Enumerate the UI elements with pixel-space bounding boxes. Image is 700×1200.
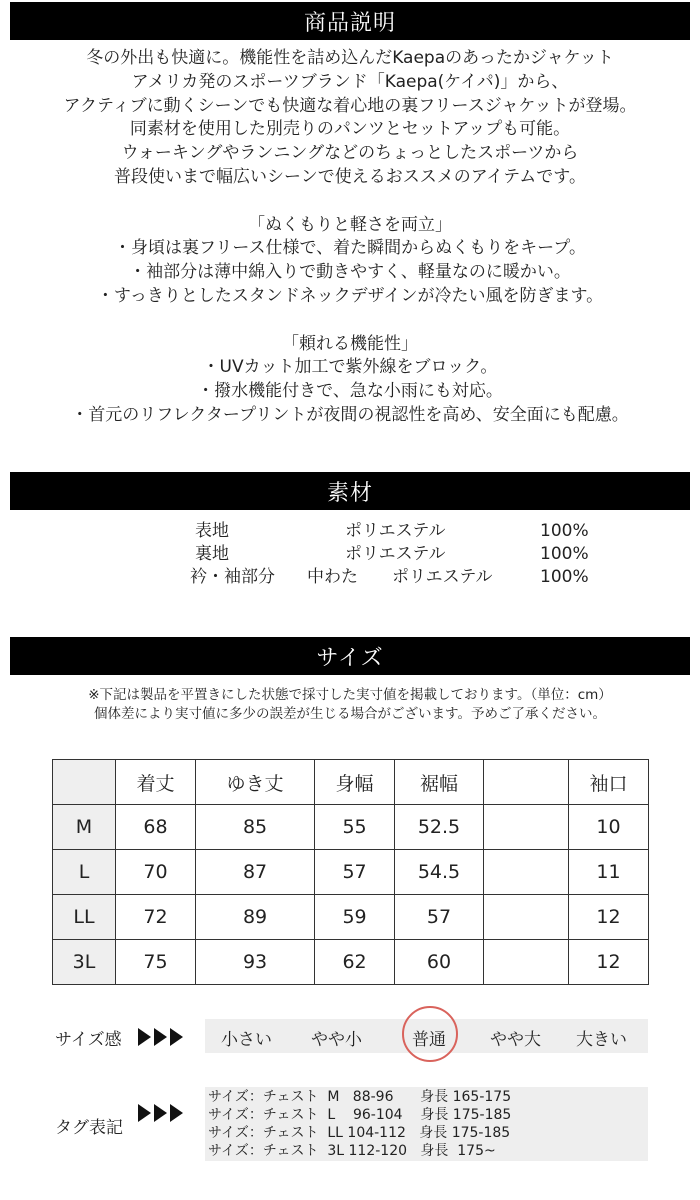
material-fabric: ポリエステル [345,521,446,541]
column-header: 身幅 [315,760,395,805]
description-line: 「頼れる機能性」 [282,333,418,354]
material-fill: 中わた [307,567,358,587]
description-line: 同素材を使用した別売りのパンツとセットアップも可能。 [129,119,571,140]
table-cell: 57 [395,895,484,940]
table-cell [483,805,568,850]
table-cell: 59 [315,895,395,940]
tag-line: サイズ：チェスト L 96-104 身長 175-185 [208,1107,512,1123]
column-header [483,760,568,805]
tag-label: タグ表記 [55,1118,123,1138]
table-cell: 54.5 [395,850,484,895]
description-line: ・身頃は裏フリース仕様で、着た瞬間からぬくもりをキープ。 [114,238,586,259]
size-label: L [53,850,116,895]
table-cell: 60 [395,940,484,985]
table-cell: 70 [116,850,196,895]
description-line [0,190,700,214]
size-note: ※下記は製品を平置きにした状態で採寸した実寸値を掲載しております。（単位：cm） [88,687,612,703]
fit-option: 小さい [221,1030,272,1050]
description-line: ・首元のリフレクタープリントが夜間の視認性を高め、安全面にも配慮。 [71,404,629,425]
size-header: サイズ [10,637,690,675]
material-part: 衿・袖部分 [190,567,275,587]
column-header: 裾幅 [395,760,484,805]
description-line: ウォーキングやランニングなどのちょっとしたスポーツから [121,143,579,164]
table-cell: 10 [568,805,648,850]
table-cell: 89 [196,895,315,940]
column-header: ゆき丈 [196,760,315,805]
column-header: 着丈 [116,760,196,805]
table-row [53,805,649,850]
material-part: 表地 [195,521,229,541]
material-part: 裏地 [195,544,229,564]
material-percent: 100% [540,567,589,587]
table-cell: 12 [568,940,648,985]
fit-option: 大きい [576,1030,627,1050]
size-note: 個体差により実寸値に多少の誤差が生じる場合がございます。予めご了承ください。 [94,706,606,722]
description-line: アメリカ発のスポーツブランド「Kaepa(ケイパ)」から、 [131,71,569,92]
table-cell [483,850,568,895]
size-table [52,759,649,985]
description-line: 普段使いまで幅広いシーンで使えるおススメのアイテムです。 [114,166,586,187]
table-cell: 57 [315,850,395,895]
tag-line: サイズ：チェスト 3L 112-120 身長 175~ [208,1143,496,1159]
table-cell [483,895,568,940]
description-text [0,47,700,428]
material-percent: 100% [540,521,589,541]
table-cell: 72 [116,895,196,940]
description-line: アクティブに動くシーンでも快適な着心地の裏フリースジャケットが登場。 [63,95,637,116]
table-cell: 52.5 [395,805,484,850]
table-cell: 93 [196,940,315,985]
arrow-right-icon [138,1104,186,1122]
material-percent: 100% [540,544,589,564]
material-header: 素材 [10,472,690,510]
description-line: ・袖部分は薄中綿入りで動きやすく、軽量なのに暖かい。 [129,262,571,283]
size-label: LL [53,895,116,940]
table-cell: 55 [315,805,395,850]
table-row [53,850,649,895]
table-cell: 11 [568,850,648,895]
size-label: 3L [53,940,116,985]
tag-line: サイズ：チェスト LL 104-112 身長 175-185 [208,1125,511,1141]
description-line [0,309,700,333]
size-label: M [53,805,116,850]
tag-line: サイズ：チェスト M 88-96 身長 165-175 [208,1089,512,1105]
description-line: ・UVカット加工で紫外線をブロック。 [202,357,498,378]
table-header-row [53,760,649,805]
fit-option-selected: 普通 [412,1030,446,1050]
table-cell: 75 [116,940,196,985]
description-line: ・すっきりとしたスタンドネックデザインが冷たい風を防ぎます。 [96,285,604,306]
fit-option: やや小 [311,1030,362,1050]
material-fabric: ポリエステル [345,544,446,564]
arrow-right-icon [138,1028,186,1046]
description-header: 商品説明 [10,2,690,40]
table-row [53,940,649,985]
table-cell [483,940,568,985]
description-line: 冬の外出も快適に。機能性を詰め込んだKaepaのあったかジャケット [86,48,614,68]
fit-label: サイズ感 [55,1030,122,1050]
tag-info [205,1087,648,1161]
table-cell: 68 [116,805,196,850]
table-cell: 12 [568,895,648,940]
description-line: ・撥水機能付きで、急な小雨にも対応。 [197,381,503,402]
selected-circle-icon [402,1006,458,1062]
column-header: 袖口 [568,760,648,805]
description-line: 「ぬくもりと軽さを両立」 [248,214,452,235]
table-row [53,895,649,940]
table-cell: 87 [196,850,315,895]
material-fabric: ポリエステル [392,567,493,587]
table-cell: 62 [315,940,395,985]
fit-option: やや大 [490,1030,541,1050]
table-cell: 85 [196,805,315,850]
table-corner [53,760,116,805]
